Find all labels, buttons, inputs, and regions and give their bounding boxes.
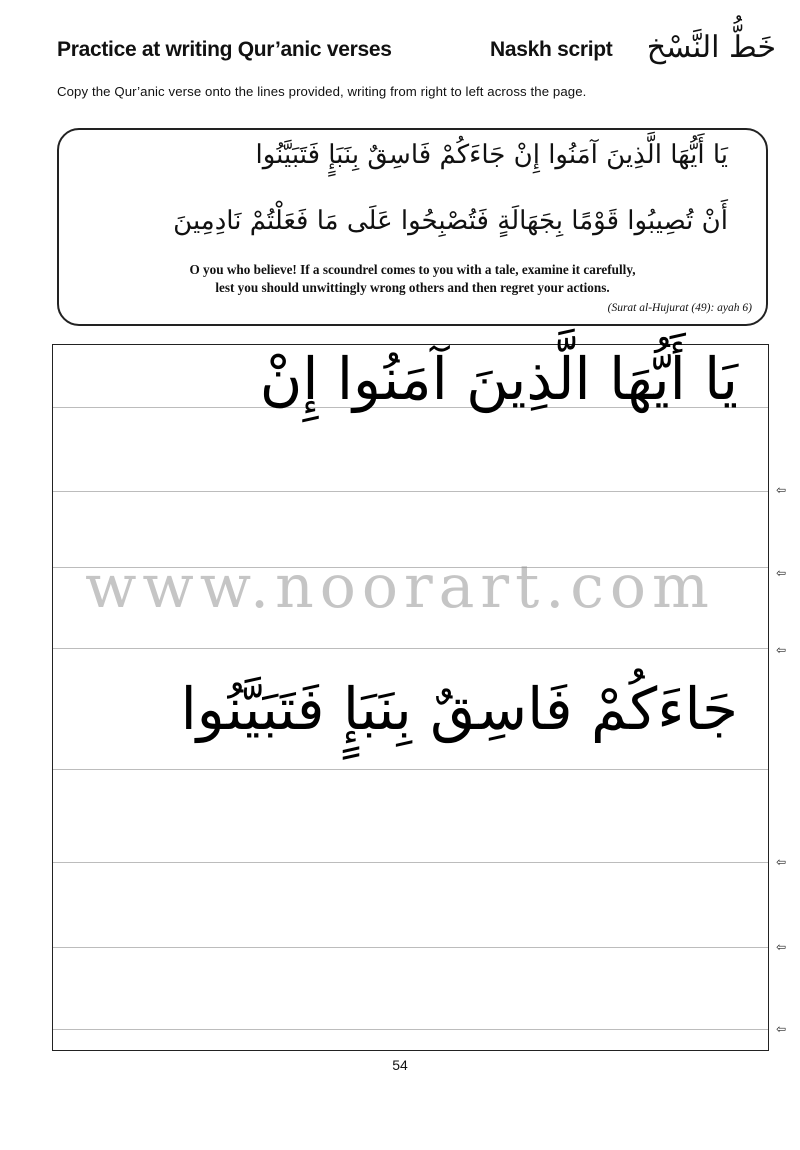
left-arrow-icon: ⇦ [775, 643, 787, 657]
guide-line [53, 769, 768, 770]
guide-line [53, 491, 768, 492]
guide-line [53, 862, 768, 863]
practice-box [52, 344, 769, 1051]
page-number: 54 [392, 1057, 408, 1073]
instruction-text: Copy the Qur’anic verse onto the lines provided, writing from right to left across the page. [57, 84, 587, 99]
verse-arabic-line-2: أَنْ تُصِيبُوا قَوْمًا بِجَهَالَةٍ فَتُصْبِحُوا عَلَى مَا فَعَلْتُمْ نَادِمِينَ [173, 206, 728, 236]
left-arrow-icon: ⇦ [775, 483, 787, 497]
translation-line-2: lest you should unwittingly wrong others and then regret your actions. [215, 280, 610, 295]
verse-arabic-line-1: يَا أَيُّهَا الَّذِينَ آمَنُوا إِنْ جَاءَكُمْ فَاسِقٌ بِنَبَإٍ فَتَبَيَّنُوا [255, 140, 728, 170]
left-arrow-icon: ⇦ [775, 940, 787, 954]
guide-line [53, 947, 768, 948]
guide-line [53, 1029, 768, 1030]
verse-box [57, 128, 768, 326]
script-name-arabic: خَطُّ النَّسْخ [646, 30, 776, 65]
practice-model-line-2: جَاءَكُمْ فَاسِقٌ بِنَبَإٍ فَتَبَيَّنُوا [180, 675, 738, 743]
left-arrow-icon: ⇦ [775, 1022, 787, 1036]
script-name: Naskh script [490, 38, 613, 61]
practice-model-line-1: يَا أَيُّهَا الَّذِينَ آمَنُوا إِنْ [259, 345, 738, 413]
page-header-title: Practice at writing Qur’anic verses [57, 38, 392, 61]
left-arrow-icon: ⇦ [775, 855, 787, 869]
watermark: www.noorart.com [85, 552, 715, 622]
verse-citation: (Surat al-Hujurat (49): ayah 6) [607, 302, 752, 314]
left-arrow-icon: ⇦ [775, 566, 787, 580]
guide-line [53, 648, 768, 649]
translation-line-1: O you who believe! If a scoundrel comes to you with a tale, examine it carefully, [189, 262, 636, 277]
